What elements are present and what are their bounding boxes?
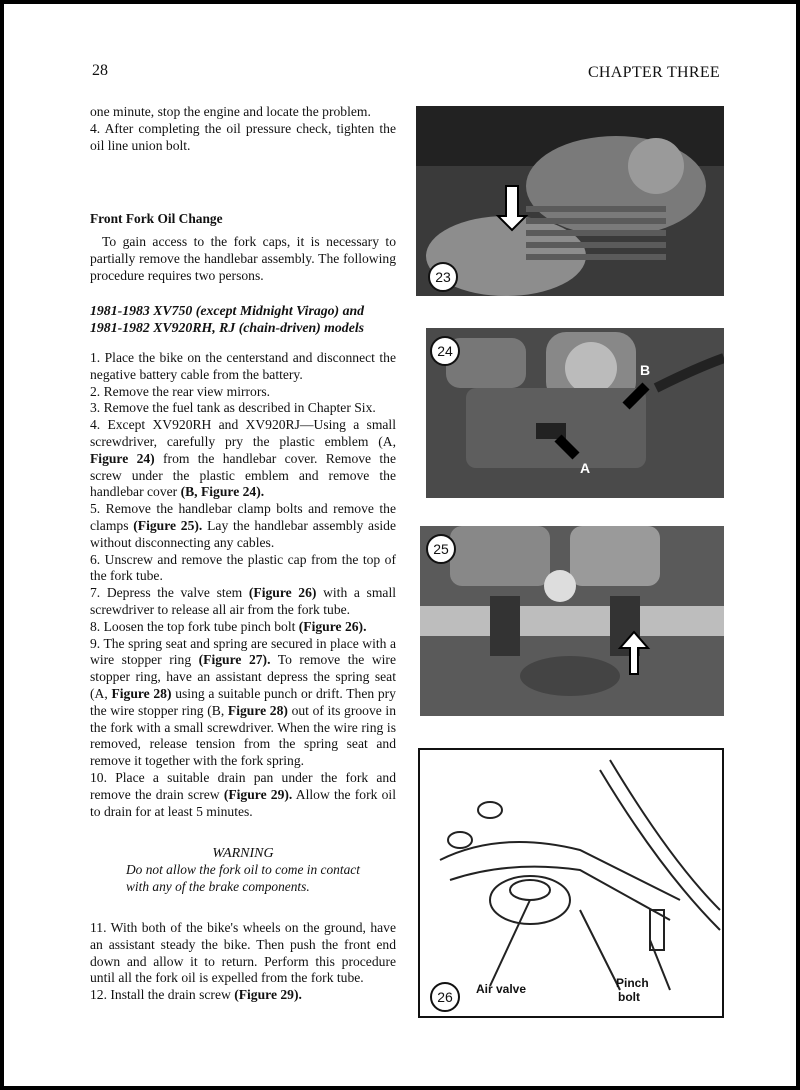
engine-photo-illustration xyxy=(416,106,724,296)
step-9-figure-ref-1: (Figure 27). xyxy=(198,652,271,668)
step-7-figure-ref: (Figure 26) xyxy=(248,585,317,601)
warning-box xyxy=(90,846,396,895)
fork-valve-illustration xyxy=(420,750,722,1016)
step-4-text-a: 4. Except XV920RH and XV920RJ—Using a small screwdriver, carefully pry the plastic emblem (A, xyxy=(90,417,396,449)
step-10-text-a: 10. Place a suitable drain pan under the fork and remove the drain screw xyxy=(90,769,396,802)
step-9-text-a: 9. The spring seat and spring are secured in place with a wire stopper ring xyxy=(90,635,396,668)
step-10 xyxy=(90,770,396,820)
step-10-figure-ref: (Figure 29). xyxy=(223,786,293,802)
step-5-text-a: 5. Remove the handlebar clamp bolts and remove the clamps xyxy=(90,501,396,533)
figure-24-number: 24 xyxy=(430,336,460,366)
intro-continuation: one minute, stop the engine and locate the problem. xyxy=(90,104,371,119)
handlebar-cover-illustration xyxy=(426,328,724,498)
step-8 xyxy=(90,619,396,636)
model-subheading-line2: 1981-1982 XV920RH, RJ (chain-driven) models xyxy=(90,320,365,335)
step-7 xyxy=(90,585,396,619)
intro-step-4: 4. After completing the oil pressure check, tighten the oil line union bolt. xyxy=(90,120,396,153)
step-9-figure-ref-3: Figure 28) xyxy=(227,702,288,718)
figure-26-air-valve-label: Air valve xyxy=(476,982,527,996)
figure-24-photo xyxy=(426,328,724,498)
step-9-text-b: To remove the wire stopper ring, have an assistant depress the spring seat (A, xyxy=(90,652,396,701)
final-steps xyxy=(90,920,396,1004)
step-8-figure-ref: (Figure 26). xyxy=(298,618,367,634)
steps-list xyxy=(90,350,396,820)
model-subheading-block xyxy=(90,302,396,336)
step-5-figure-ref: (Figure 25). xyxy=(133,517,203,533)
figure-23-number: 23 xyxy=(428,262,458,292)
warning-body: Do not allow the fork oil to come in contact with any of the brake components. xyxy=(126,862,360,894)
figure-26-bolt-label: bolt xyxy=(618,990,640,1004)
handlebar-clamp-illustration xyxy=(420,526,724,716)
step-9 xyxy=(90,636,396,770)
step-4-figure-ref-1: Figure 24) xyxy=(90,450,155,466)
manual-page xyxy=(4,4,796,1086)
step-11: 11. With both of the bike's wheels on the ground, have an assistant steady the bike. Then push the front end down and allow it to return. Perform this procedure until all the fork oil is expelled from the fork tube. xyxy=(90,920,396,986)
figure-25-number: 25 xyxy=(426,534,456,564)
intro-block xyxy=(90,104,396,154)
figure-26-drawing xyxy=(418,748,724,1018)
page-number: 28 xyxy=(92,62,108,79)
step-10-text-b: Allow the fork oil to drain for at least 5 minutes. xyxy=(90,786,396,819)
figure-26-number: 26 xyxy=(430,982,460,1012)
step-4-text-b: from the handlebar cover. Remove the screw under the plastic emblem and remove the handlebar cover xyxy=(90,450,396,500)
figure-25-photo xyxy=(420,526,724,716)
step-7-text-a: 7. Depress the valve stem xyxy=(90,585,249,601)
step-4-figure-ref-2: (B, Figure 24). xyxy=(180,484,265,500)
step-9-figure-ref-2: Figure 28) xyxy=(111,685,172,701)
figure-26-pinch-label: Pinch xyxy=(616,976,649,990)
step-5 xyxy=(90,501,396,551)
step-9-text-c: using a suitable punch or drift. Then pry the wire stopper ring (B, xyxy=(90,685,396,718)
section-intro-block xyxy=(90,234,396,284)
figure-24-label-b: B xyxy=(640,362,651,378)
model-subheading-line1: 1981-1983 XV750 (except Midnight Virago) and xyxy=(90,303,365,318)
step-4 xyxy=(90,417,396,501)
step-12-figure-ref: (Figure 29). xyxy=(234,987,302,1003)
warning-title: WARNING xyxy=(212,846,274,861)
figure-24-label-a: A xyxy=(580,460,591,476)
step-5-text-b: Lay the handlebar assembly aside without disconnecting any cables. xyxy=(90,517,396,550)
section-heading: Front Fork Oil Change xyxy=(90,211,223,226)
step-12-text-a: 12. Install the drain screw xyxy=(90,987,235,1003)
chapter-title: CHAPTER THREE xyxy=(587,64,720,81)
section-intro: To gain access to the fork caps, it is necessary to partially remove the handlebar assembly. The following procedure requires two persons. xyxy=(90,234,396,283)
step-3: 3. Remove the fuel tank as described in Chapter Six. xyxy=(90,400,376,416)
figure-23-photo xyxy=(416,106,724,296)
step-8-text-a: 8. Loosen the top fork tube pinch bolt xyxy=(90,618,299,634)
step-12 xyxy=(90,987,396,1004)
section-heading-block xyxy=(90,211,396,227)
step-2: 2. Remove the rear view mirrors. xyxy=(90,383,271,399)
step-9-text-d: out of its groove in the fork with a small screwdriver. When the wire ring is removed, release tension from the spring seat and remove it together with the fork spring. xyxy=(90,702,396,769)
step-7-text-b: with a small screwdriver to release all air from the fork tube. xyxy=(90,585,396,617)
step-1: 1. Place the bike on the centerstand and disconnect the negative battery cable from the battery. xyxy=(90,350,396,382)
step-6: 6. Unscrew and remove the plastic cap from the top of the fork tube. xyxy=(90,551,396,584)
